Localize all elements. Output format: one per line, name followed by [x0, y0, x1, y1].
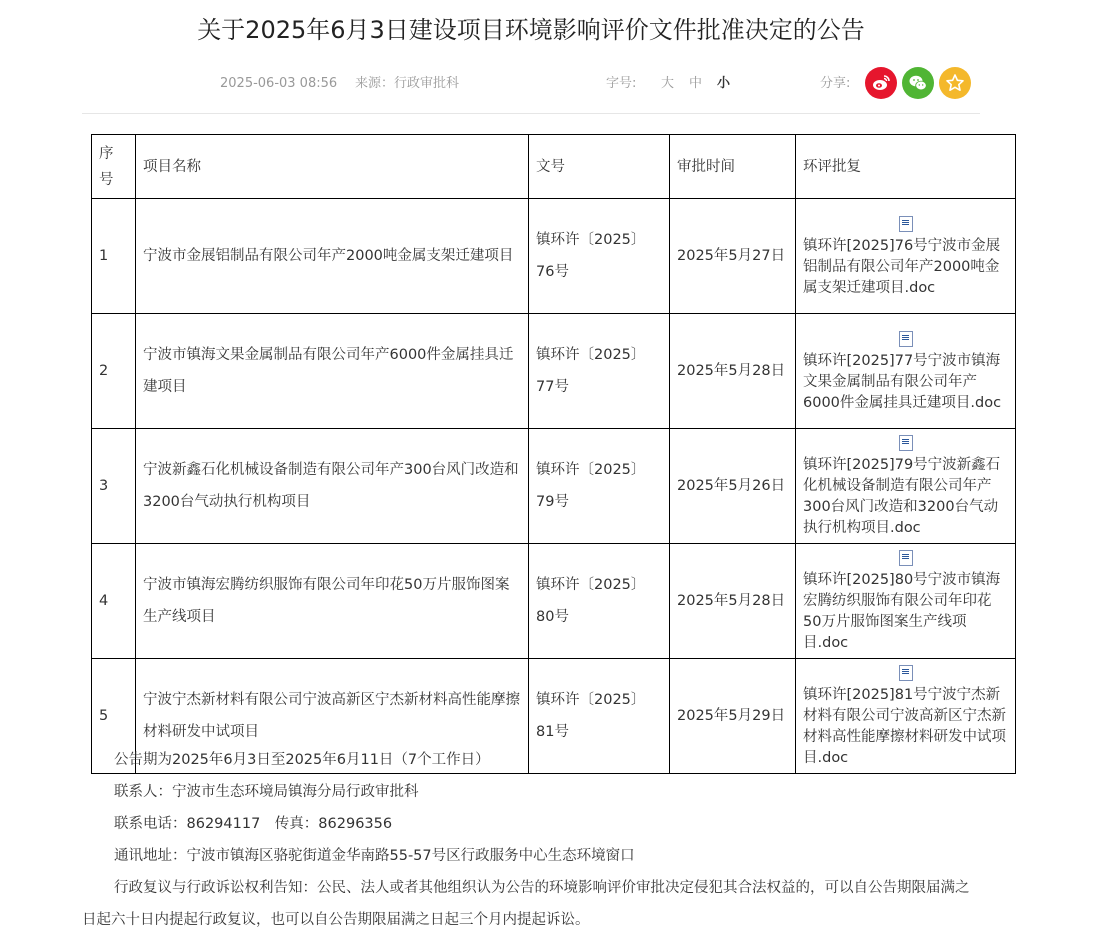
header-date: 审批时间 — [670, 135, 796, 199]
approval-doc-link[interactable]: 镇环许[2025]76号宁波市金展铝制品有限公司年产2000吨金属支架迁建项目.doc — [803, 237, 1001, 296]
header-approval: 环评批复 — [796, 135, 1016, 199]
cell-doc-no: 镇环许〔2025〕79号 — [529, 429, 670, 544]
cell-project-name: 宁波市金展铝制品有限公司年产2000吨金属支架迁建项目 — [136, 199, 529, 314]
word-doc-icon[interactable] — [899, 216, 913, 232]
cell-doc-no: 镇环许〔2025〕80号 — [529, 544, 670, 659]
cell-date: 2025年5月28日 — [670, 544, 796, 659]
header-no-text: 序号 — [99, 145, 114, 188]
font-size-small-button[interactable]: 小 — [717, 76, 731, 91]
notice-contact: 联系人：宁波市生态环境局镇海分局行政审批科 — [114, 784, 419, 800]
cell-date: 2025年5月26日 — [670, 429, 796, 544]
word-doc-icon[interactable] — [899, 550, 913, 566]
table-row — [92, 544, 1016, 659]
share-weibo-button[interactable] — [865, 67, 897, 99]
font-size-large-button[interactable]: 大 — [661, 76, 675, 91]
page-title: 关于2025年6月3日建设项目环境影响评价文件批准决定的公告 — [197, 16, 865, 44]
notice-phone: 联系电话：86294117 传真：86296356 — [114, 816, 393, 832]
cell-approval — [796, 314, 1016, 429]
word-doc-icon[interactable] — [899, 665, 913, 681]
font-size-medium-button[interactable]: 中 — [689, 76, 703, 91]
word-doc-icon[interactable] — [899, 331, 913, 347]
header-divider — [82, 113, 980, 114]
cell-no: 2 — [92, 314, 136, 429]
header-doc-no: 文号 — [529, 135, 670, 199]
notice-rights: 行政复议与行政诉讼权利告知：公民、法人或者其他组织认为公告的环境影响评价审批决定侵犯其合法权益的，可以自公告期限届满之日起六十日内提起行政复议，也可以自公告期限届满之日起三个月内提起诉讼。 — [82, 880, 970, 928]
share-label: 分享: — [820, 76, 851, 91]
cell-doc-no: 镇环许〔2025〕81号 — [529, 659, 670, 774]
cell-project-name: 宁波宁杰新材料有限公司宁波高新区宁杰新材料高性能摩擦材料研发中试项目 — [136, 659, 529, 774]
cell-approval — [796, 429, 1016, 544]
table-header-row — [92, 135, 1016, 199]
table-row — [92, 314, 1016, 429]
cell-date: 2025年5月29日 — [670, 659, 796, 774]
wechat-icon — [908, 73, 928, 93]
cell-no: 1 — [92, 199, 136, 314]
header-no — [92, 135, 136, 199]
cell-approval — [796, 199, 1016, 314]
header-name: 项目名称 — [136, 135, 529, 199]
share-wechat-button[interactable] — [902, 67, 934, 99]
cell-approval — [796, 544, 1016, 659]
cell-no: 3 — [92, 429, 136, 544]
notice-period: 公告期为2025年6月3日至2025年6月11日（7个工作日） — [114, 752, 490, 768]
word-doc-icon[interactable] — [899, 435, 913, 451]
cell-project-name: 宁波市镇海宏腾纺织服饰有限公司年印花50万片服饰图案生产线项目 — [136, 544, 529, 659]
table-row — [92, 199, 1016, 314]
cell-project-name: 宁波新鑫石化机械设备制造有限公司年产300台风门改造和3200台气动执行机构项目 — [136, 429, 529, 544]
approval-doc-link[interactable]: 镇环许[2025]79号宁波新鑫石化机械设备制造有限公司年产300台风门改造和3200台气动执行机构项目.doc — [803, 457, 1001, 536]
share-favorite-button[interactable] — [939, 67, 971, 99]
cell-doc-no: 镇环许〔2025〕76号 — [529, 199, 670, 314]
cell-no: 5 — [92, 659, 136, 774]
publish-date: 2025-06-03 08:56 — [220, 76, 338, 91]
weibo-icon — [871, 73, 891, 93]
cell-no: 4 — [92, 544, 136, 659]
source-label: 来源：行政审批科 — [355, 76, 460, 91]
table-row — [92, 429, 1016, 544]
cell-date: 2025年5月27日 — [670, 199, 796, 314]
cell-date: 2025年5月28日 — [670, 314, 796, 429]
font-size-label: 字号: — [606, 76, 637, 91]
project-table — [91, 134, 1016, 774]
approval-doc-link[interactable]: 镇环许[2025]81号宁波宁杰新材料有限公司宁波高新区宁杰新材料高性能摩擦材料研发中试项目.doc — [803, 687, 1006, 766]
cell-doc-no: 镇环许〔2025〕77号 — [529, 314, 670, 429]
notice-address: 通讯地址：宁波市镇海区骆驼街道金华南路55-57号区行政服务中心生态环境窗口 — [114, 848, 635, 864]
approval-doc-link[interactable]: 镇环许[2025]77号宁波市镇海文果金属制品有限公司年产6000件金属挂具迁建项目.doc — [803, 352, 1002, 411]
cell-project-name: 宁波市镇海文果金属制品有限公司年产6000件金属挂具迁建项目 — [136, 314, 529, 429]
approval-doc-link[interactable]: 镇环许[2025]80号宁波市镇海宏腾纺织服饰有限公司年印花50万片服饰图案生产线项目.doc — [803, 572, 1001, 651]
star-icon — [945, 73, 965, 93]
